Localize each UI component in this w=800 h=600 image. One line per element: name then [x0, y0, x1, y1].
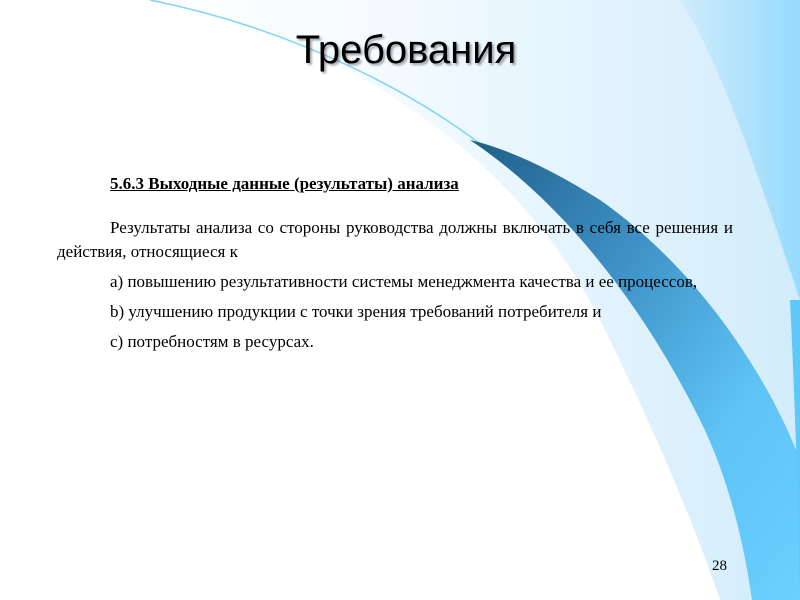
list-item-b: b) улучшению продукции с точки зрения требований потребителя и [110, 302, 602, 321]
list-item-a: a) повышению результативности системы менеджмента качества и ее процессов, [110, 272, 698, 291]
slide-title: Требования [295, 28, 517, 72]
page-number: 28 [712, 558, 727, 574]
slide-content [57, 172, 733, 360]
paragraph: Результаты анализа со стороны руководства должны включать в себя все решения и действия, относящиеся к [57, 218, 733, 261]
section-heading: 5.6.3 Выходные данные (результаты) анализа [110, 174, 459, 193]
list-item-c: c) потребностям в ресурсах. [110, 332, 314, 351]
